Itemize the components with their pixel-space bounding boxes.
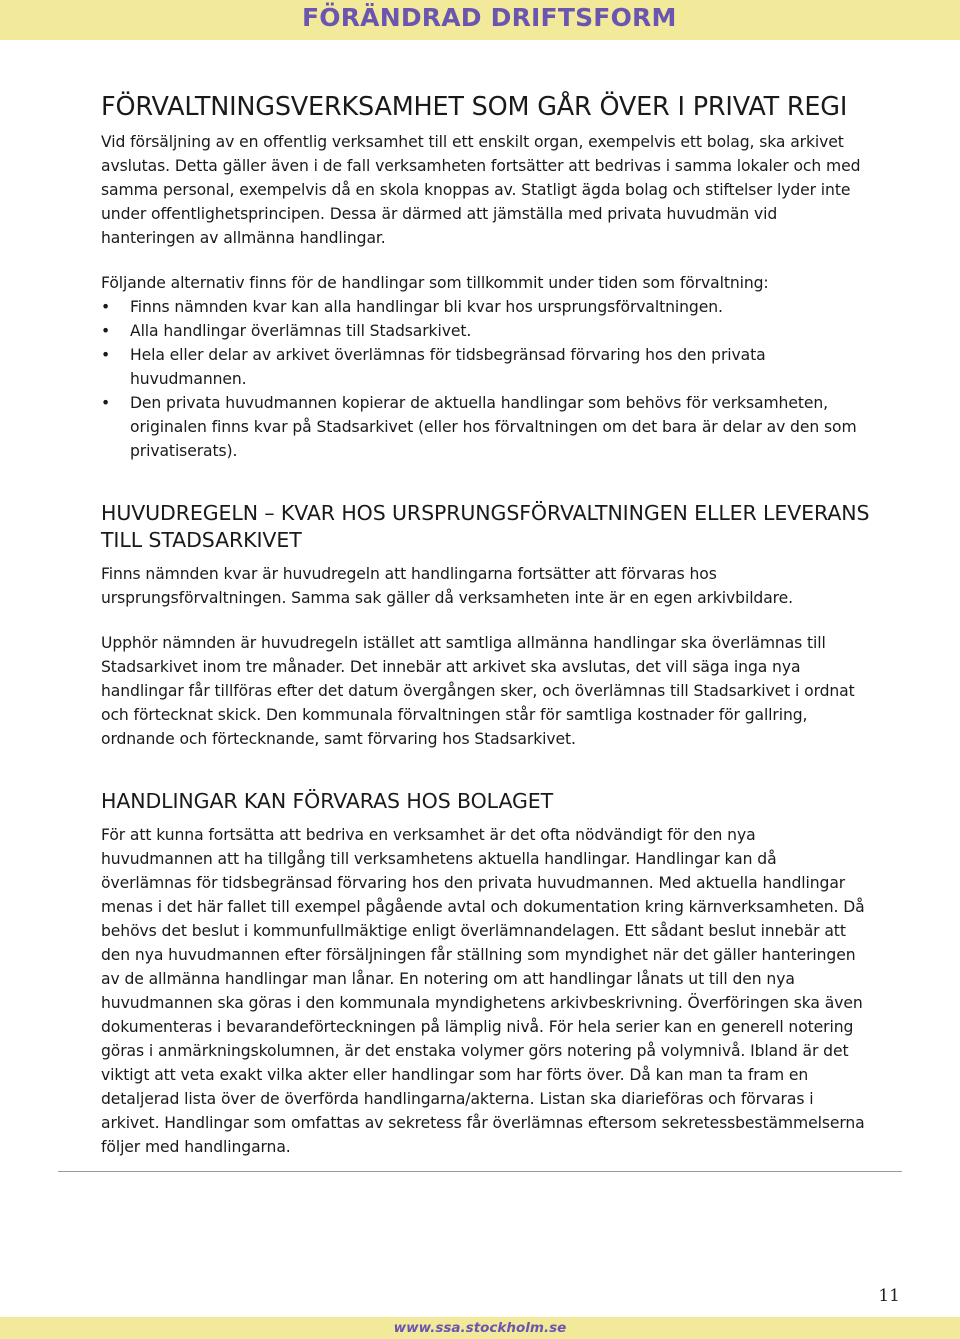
section-private-regime	[101, 92, 871, 463]
chapter-title: FÖRÄNDRAD DRIFTSFORM	[302, 3, 677, 32]
section-title: HANDLINGAR KAN FÖRVARAS HOS BOLAGET	[101, 789, 554, 813]
list-item: • Alla handlingar överlämnas till Stadsarkivet.	[101, 319, 871, 343]
website-link[interactable]: www.ssa.stockholm.se	[393, 1320, 567, 1336]
bullet: •	[101, 298, 111, 316]
paragraph: Vid försäljning av en offentlig verksamhet till ett enskilt organ, exempelvis ett bolag, ska arkivet avslutas. Detta gäller även i de fall verksamheten fortsätter att bedrivas i samma lokaler och med samma personal, exempelvis då en skola knoppas av. Statligt ägda bolag och stiftelser lyder inte under offentlighetsprincipen. Dessa är därmed att jämställa med privata huvudmän vid hanteringen av allmänna handlingar.	[101, 133, 861, 247]
page-content	[101, 92, 871, 1159]
list-item: • Finns nämnden kvar kan alla handlingar bli kvar hos ursprungsförvaltningen.	[101, 295, 871, 319]
bullet: •	[101, 346, 111, 364]
paragraph: För att kunna fortsätta att bedriva en verksamhet är det ofta nödvändigt för den nya huvudmannen att ha tillgång till verksamhetens aktuella handlingar. Handlingar kan då överlämnas för tidsbegränsad förvaring hos den privata huvudmannen. Med aktuella handlingar menas i det här fallet till exempel pågående avtal och dokumentation kring kärnverksamheten. Då behövs det beslut i kommunfullmäktige enligt överlämnandelagen. Ett sådant beslut innebär att den nya huvudmannen efter försäljningen får ställning som myndighet när det gäller hanteringen av de allmänna handlingar man lånar. En notering om att handlingar lånats ut till den nya huvudmannen ska göras i den kommunala myndighetens arkivbeskrivning. Överföringen ska även dokumenteras i bevarandeförteckningen på lämplig nivå. För hela serier kan en generell notering göras i anmärkningskolumnen, är det enstaka volymer görs notering på volymnivå. Ibland är det viktigt att veta exakt vilka akter eller handlingar som har förts över. Då kan man ta fram en detaljerad lista över de överförda handlingarna/akterna. Listan ska diarieföras och förvaras i arkivet. Handlingar som omfattas av sekretess får överlämnas eftersom sekretessbestämmelserna följer med handlingarna.	[101, 826, 865, 1156]
section-company-storage	[101, 788, 871, 1159]
section-title: FÖRVALTNINGSVERKSAMHET SOM GÅR ÖVER I PRIVAT REGI	[101, 92, 848, 122]
list-intro: Följande alternativ finns för de handlingar som tillkommit under tiden som förvaltning:	[101, 274, 769, 292]
alternatives-list	[101, 295, 871, 463]
paragraph: Finns nämnden kvar är huvudregeln att handlingarna fortsätter att förvaras hos ursprungsförvaltningen. Samma sak gäller då verksamheten inte är en egen arkivbildare.	[101, 565, 794, 607]
paragraph: Upphör nämnden är huvudregeln istället att samtliga allmänna handlingar ska överlämnas till Stadsarkivet inom tre månader. Det innebär att arkivet ska avslutas, det vill säga inga nya handlingar får tillföras efter det datum övergången sker, och överlämnas till Stadsarkivet i ordnat och förtecknat skick. Den kommunala förvaltningen står för samtliga kostnader för gallring, ordnande och förtecknande, samt förvaring hos Stadsarkivet.	[101, 634, 855, 748]
section-main-rule	[101, 500, 871, 751]
list-item: • Den privata huvudmannen kopierar de aktuella handlingar som behövs för verksamheten, originalen finns kvar på Stadsarkivet (eller hos förvaltningen om det bara är delar av den som privatiserats).	[101, 391, 871, 463]
footer-divider	[58, 1171, 902, 1172]
bullet: •	[101, 394, 111, 412]
bullet: •	[101, 322, 111, 340]
header-banner	[0, 0, 960, 40]
page-number: 11	[878, 1286, 900, 1306]
section-title: HUVUDREGELN – KVAR HOS URSPRUNGSFÖRVALTNINGEN ELLER LEVERANS TILL STADSARKIVET	[101, 501, 870, 552]
list-item: • Hela eller delar av arkivet överlämnas för tidsbegränsad förvaring hos den privata huvudmannen.	[101, 343, 871, 391]
